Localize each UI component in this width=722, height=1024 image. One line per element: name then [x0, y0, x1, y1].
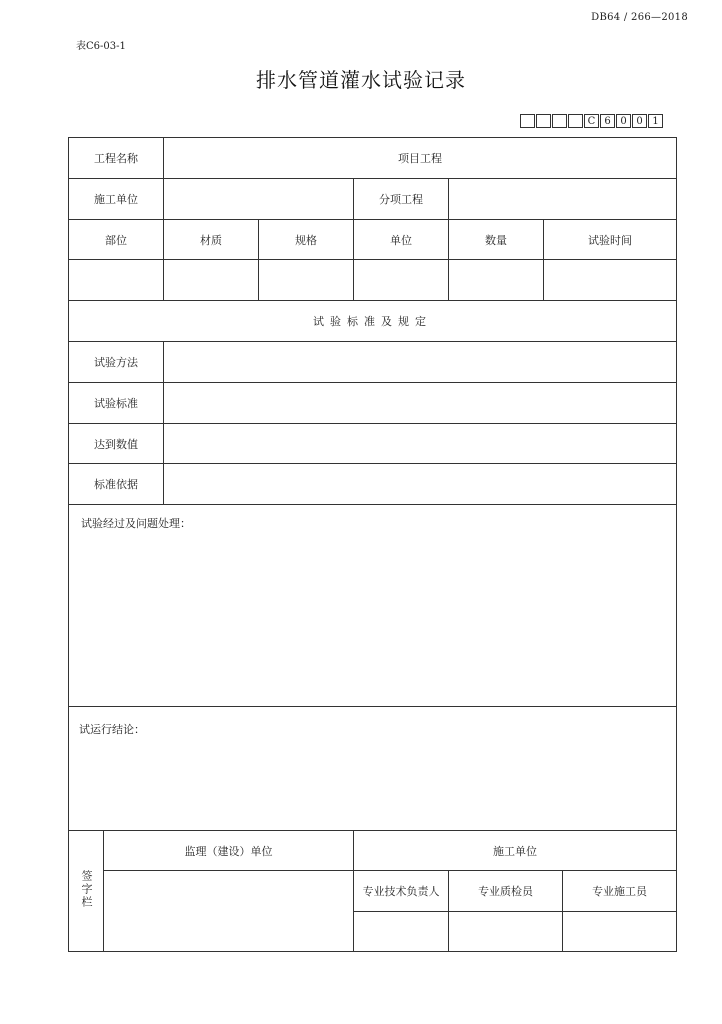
quantity-input-cell[interactable] [449, 260, 544, 301]
basis-value[interactable] [164, 464, 677, 505]
col-header-location: 部位 [69, 220, 164, 260]
material-input-cell[interactable] [164, 260, 259, 301]
location-input-cell[interactable] [69, 260, 164, 301]
test-method-label: 试验方法 [69, 342, 164, 383]
standards-heading: 试验标准及规定 [69, 301, 677, 342]
basis-label: 标准依据 [69, 464, 164, 505]
code-cell: 6 [600, 114, 615, 128]
form-number: 表C6-03-1 [76, 41, 126, 52]
col-header-unit: 单位 [354, 220, 449, 260]
process-label: 试验经过及问题处理： [81, 517, 191, 530]
col-header-material: 材质 [164, 220, 259, 260]
tech-lead-signature-cell[interactable] [354, 912, 449, 952]
constructor-signature-cell[interactable] [563, 912, 677, 952]
conclusion-label: 试运行结论： [79, 723, 145, 736]
code-cell[interactable] [552, 114, 567, 128]
code-cell[interactable] [536, 114, 551, 128]
construction-unit-sign-label: 施工单位 [354, 831, 677, 871]
col-header-quantity: 数量 [449, 220, 544, 260]
code-cell[interactable] [520, 114, 535, 128]
standard-number: DB64 / 266—2018 [591, 12, 688, 23]
test-method-value[interactable] [164, 342, 677, 383]
supervision-signature-area[interactable] [104, 871, 354, 952]
process-section[interactable] [69, 505, 677, 707]
reached-value-value[interactable] [164, 424, 677, 464]
record-code-boxes [520, 114, 663, 128]
construction-unit-label: 施工单位 [69, 179, 164, 220]
test-time-input-cell[interactable] [544, 260, 677, 301]
code-cell: 0 [616, 114, 631, 128]
signature-column-label [69, 831, 104, 952]
test-standard-value[interactable] [164, 383, 677, 424]
spec-input-cell[interactable] [259, 260, 354, 301]
reached-value-label: 达到数值 [69, 424, 164, 464]
construction-unit-value[interactable] [164, 179, 354, 220]
code-cell: C [584, 114, 599, 128]
col-header-spec: 规格 [259, 220, 354, 260]
conclusion-section[interactable] [69, 707, 677, 831]
project-name-label: 工程名称 [69, 138, 164, 179]
qc-signature-cell[interactable] [449, 912, 563, 952]
supervision-unit-label: 监理（建设）单位 [104, 831, 354, 871]
col-header-test-time: 试验时间 [544, 220, 677, 260]
test-standard-label: 试验标准 [69, 383, 164, 424]
role-qc-label: 专业质检员 [449, 871, 563, 912]
sub-project-value[interactable] [449, 179, 677, 220]
code-cell: 0 [632, 114, 647, 128]
code-cell: 1 [648, 114, 663, 128]
page-title: 排水管道灌水试验记录 [256, 68, 466, 92]
signature-label-text: 签字栏 [80, 870, 93, 909]
test-record-table [68, 137, 677, 952]
project-name-value[interactable]: 项目工程 [164, 138, 677, 179]
role-tech-lead-label: 专业技术负责人 [354, 871, 449, 912]
unit-input-cell[interactable] [354, 260, 449, 301]
role-constructor-label: 专业施工员 [563, 871, 677, 912]
sub-project-label: 分项工程 [354, 179, 449, 220]
code-cell[interactable] [568, 114, 583, 128]
